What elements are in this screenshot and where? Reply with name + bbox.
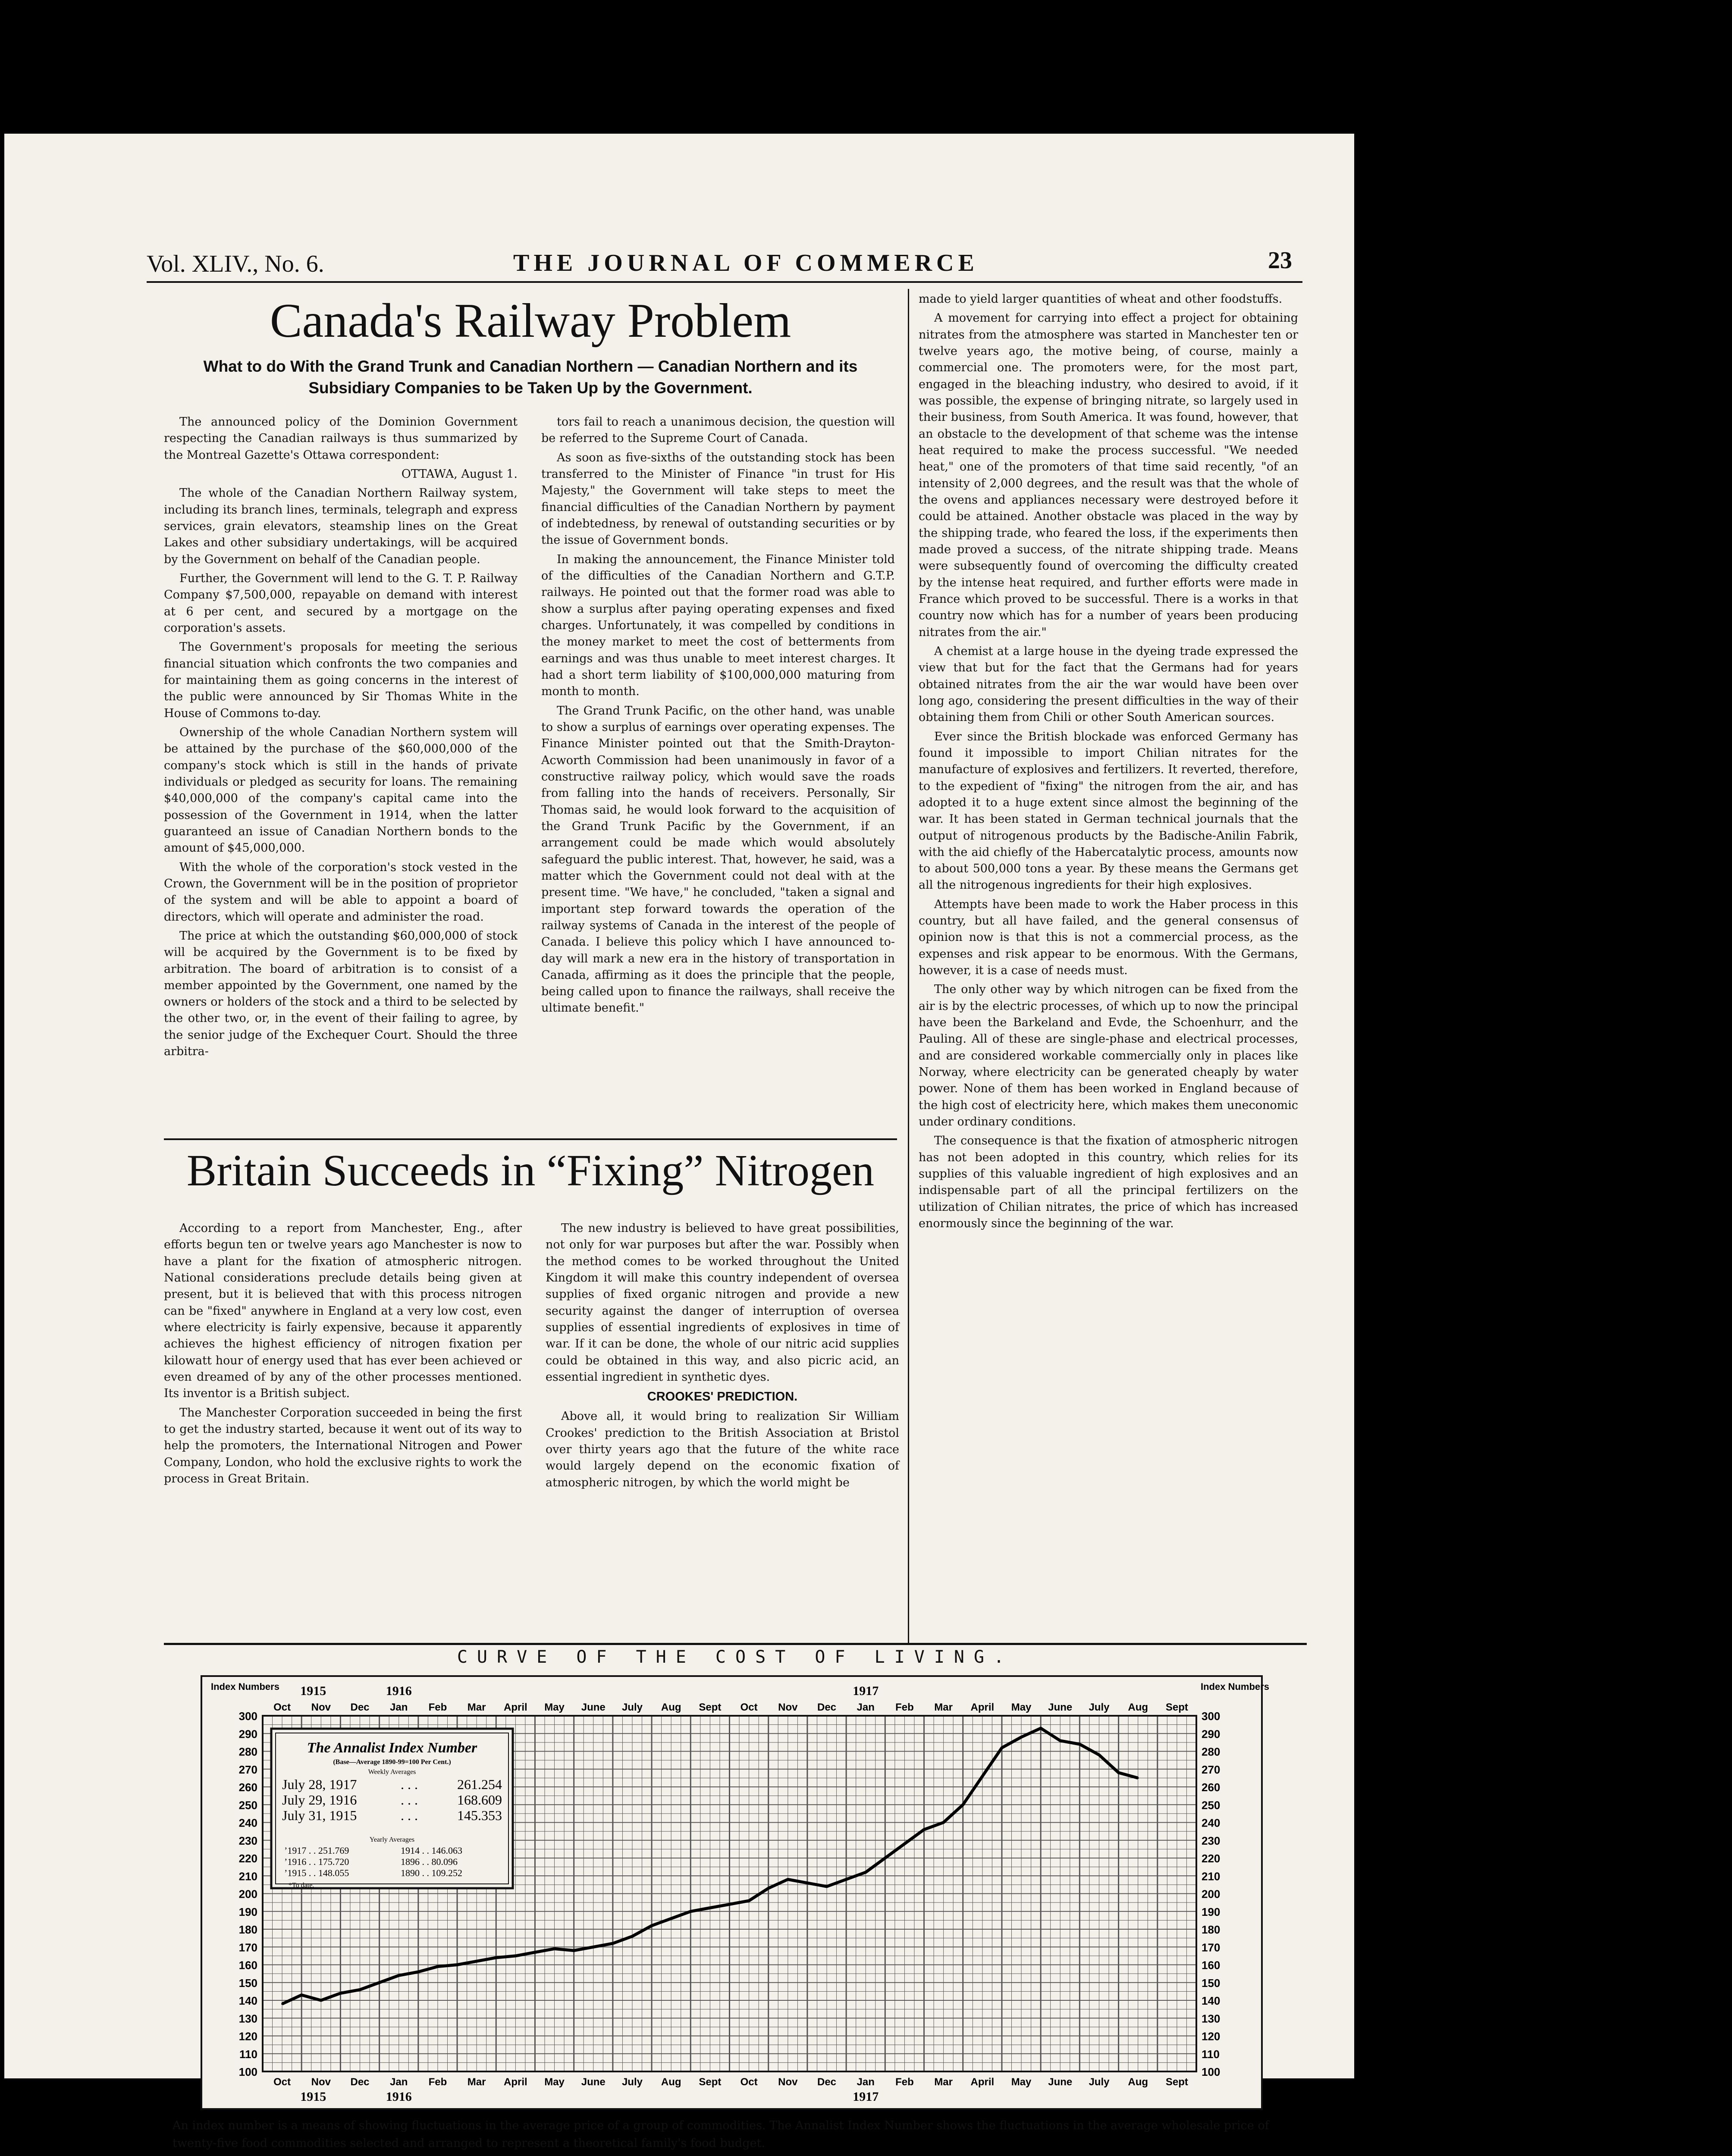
month-label-top: Oct bbox=[273, 1702, 291, 1713]
month-label-top: Mar bbox=[467, 1702, 486, 1713]
inset-weekly-value: 261.254 bbox=[457, 1777, 502, 1792]
y-tick-left: 280 bbox=[238, 1745, 257, 1758]
col3-para: The consequence is that the fixation of atmospheric nitrogen has not been adopted in this country, which relies for its supplies of this valuable ingredient of high explosives and an indispensable part of all the principal fertilizers on the utilization of Chilian nitrates, the price of which has increased enormously since the beginning of the war. bbox=[919, 1134, 1298, 1231]
data-point bbox=[884, 1857, 886, 1859]
month-label-bottom: May bbox=[1011, 2076, 1032, 2088]
y-tick-left: 120 bbox=[238, 2030, 257, 2043]
month-label-top: Sept bbox=[1165, 1702, 1188, 1713]
inset-weekly-value: 168.609 bbox=[457, 1792, 502, 1808]
data-point bbox=[651, 1925, 653, 1927]
data-point bbox=[943, 1822, 944, 1824]
data-point bbox=[612, 1943, 614, 1944]
article1-col1-para: The announced policy of the Dominion Government respecting the Canadian railways is thus summarized by the Montreal Gazette's Ottawa correspondent: bbox=[164, 415, 518, 462]
header-rule bbox=[147, 281, 1302, 283]
data-point bbox=[554, 1948, 555, 1949]
article2-column-1 bbox=[164, 1220, 522, 1490]
month-label-bottom: Feb bbox=[895, 2076, 914, 2088]
y-tick-right: 150 bbox=[1202, 1976, 1221, 1990]
col3-para: A movement for carrying into effect a project for obtaining nitrates from the atmosphere was started in Manchester ten or twelve years ago, the motive being, of course, mainly a commercial one. The promoters were, for the most part, engaged in the bleaching industry, who desired to avoid, if it was possible, the expense of bringing nitrate, so largely used in their business, from South America. It was found, however, that an obstacle to the development of that scheme was the intense heat required to make the process successful. "We needed heat," one of the promoters of that time said recently, "of an intensity of 2,000 degrees, and the result was that the whole of the ovens and appliances necessary were destroyed before it could be attained. Another obstacle was placed in the way by the shipping trade, who feared the loss, if the experiments then made proved a success, of the nitrate shipping trade. Means were subsequently found of overcoming the difficulty created by the intense heat required, and further efforts were made in France which proved to be successful. There is a works in that country now which has for a number of years been producing nitrates from the air." bbox=[919, 311, 1298, 639]
data-point bbox=[573, 1950, 575, 1952]
month-label-bottom: June bbox=[581, 2076, 606, 2088]
article1-col1-para: The price at which the outstanding $60,000,000 of stock will be acquired by the Government is to be fixed by arbitration. The board of arbitration is to consist of a member appointed by the Government, one named by the owners or holders of the stock and a third to be selected by the other two, or, in the event of their failing to agree, by the senior judge of the Exchequer Court. Should the three arbitra- bbox=[164, 929, 518, 1059]
data-point bbox=[865, 1871, 866, 1873]
y-tick-right: 140 bbox=[1202, 1994, 1221, 2007]
data-point bbox=[1059, 1740, 1061, 1742]
y-tick-right: 180 bbox=[1202, 1923, 1221, 1936]
month-label-bottom: Oct bbox=[740, 2076, 758, 2088]
y-tick-left: 250 bbox=[238, 1799, 257, 1812]
month-label-top: July bbox=[1089, 1702, 1110, 1713]
col3-para: made to yield larger quantities of wheat and other foodstuffs. bbox=[919, 292, 1283, 306]
page-number: 23 bbox=[1268, 247, 1292, 274]
data-point bbox=[631, 1936, 633, 1937]
article2-top-rule bbox=[164, 1138, 897, 1140]
article1-col2-para: In making the announcement, the Finance Minister told of the difficulties of the Canadian Northern and G.T.P. railways. He pointed out that the former road was able to show a surplus after paying operating expenses and fixed charges. Unfortunately, it was compelled by conditions in the money market to meet the cost of betterments from earnings and was thus unable to meet interest charges. It had a short term liability of $100,000,000 maturing from month to month. bbox=[541, 552, 895, 699]
inset-weekly-date: July 31, 1915 bbox=[282, 1808, 357, 1823]
data-point bbox=[1098, 1754, 1100, 1756]
y-tick-left: 100 bbox=[238, 2065, 257, 2078]
month-label-top: Nov bbox=[311, 1702, 331, 1713]
month-label-top: Feb bbox=[895, 1702, 914, 1713]
month-label-bottom: Dec bbox=[350, 2076, 370, 2088]
y-tick-right: 290 bbox=[1202, 1727, 1221, 1741]
data-point bbox=[320, 1999, 322, 2001]
y-tick-right: 200 bbox=[1202, 1887, 1221, 1901]
y-tick-left: 180 bbox=[238, 1923, 257, 1936]
data-point bbox=[787, 1879, 789, 1880]
month-label-top: Aug bbox=[661, 1702, 681, 1713]
month-label-top: Dec bbox=[817, 1702, 837, 1713]
data-point bbox=[962, 1804, 964, 1805]
data-point bbox=[534, 1952, 536, 1953]
data-point bbox=[495, 1957, 497, 1959]
article2-col2-para: The new industry is believed to have great possibilities, not only for war purposes but after the war. Possibly when the method comes to be worked throughout the United Kingdom it will make this country independent of oversea supplies of fixed organic nitrogen and provide a new security against the danger of interruption of oversea supplies of essential ingredients of explosives in time of war. If it can be done, the whole of our nitric acid supplies could be obtained in this way, and also picric acid, an essential ingredient in synthetic dyes. bbox=[546, 1222, 899, 1384]
month-label-top: Oct bbox=[740, 1702, 758, 1713]
y-tick-left: 200 bbox=[238, 1887, 257, 1901]
y-tick-right: 190 bbox=[1202, 1905, 1221, 1918]
article2-column-2 bbox=[546, 1220, 899, 1494]
month-label-bottom: Feb bbox=[428, 2076, 447, 2088]
newspaper-page bbox=[4, 134, 1354, 2150]
y-tick-left: 220 bbox=[238, 1852, 257, 1865]
article1-column-1 bbox=[164, 414, 518, 1062]
month-label-top: June bbox=[1048, 1702, 1073, 1713]
month-label-bottom: Oct bbox=[273, 2076, 291, 2088]
column-rule bbox=[908, 289, 909, 1643]
article1-col1-para: The whole of the Canadian Northern Railway system, including its branch lines, terminals, telegraph and express services, grain elevators, steamship lines on the Great Lakes and other subsidiary undertakings, will be acquired by the Government on behalf of the Canadian people. bbox=[164, 486, 518, 566]
journal-title: THE JOURNAL OF COMMERCE bbox=[513, 250, 979, 276]
month-label-bottom: July bbox=[1089, 2076, 1110, 2088]
y-tick-right: 210 bbox=[1202, 1870, 1221, 1883]
month-label-bottom: April bbox=[970, 2076, 995, 2088]
chart-top-rule bbox=[164, 1643, 1307, 1645]
article2-headline: Britain Succeeds in “Fixing” Nitrogen bbox=[186, 1146, 875, 1195]
crookes-subhead: CROOKES' PREDICTION. bbox=[647, 1390, 798, 1404]
year-label-bottom: 1915 bbox=[300, 2090, 326, 2104]
col3-para: Ever since the British blockade was enforced Germany has found it impossible to import Chilian nitrates for the manufacture of explosives and fertilizers. It reverted, therefore, to the expedient of "fixing" the nitrogen from the air, and has adopted it to a huge extent since almost the beginning of the war. It has been stated in German technical journals that the output of nitrogenous products by the Badische-Anilin Fabrik, with the aid chiefly of the Habercatalytic process, amounts now to about 500,000 tons a year. By these means the Germans get all the nitrogenous ingredients for their high explosives. bbox=[919, 730, 1298, 892]
y-tick-right: 160 bbox=[1202, 1959, 1221, 1972]
month-label-bottom: Jan bbox=[857, 2076, 875, 2088]
month-label-bottom: April bbox=[504, 2076, 527, 2088]
y-tick-right: 130 bbox=[1202, 2012, 1221, 2025]
inset-yearly-year: ’1917 . . 251.769 bbox=[284, 1845, 349, 1856]
y-tick-right: 270 bbox=[1202, 1763, 1221, 1776]
y-tick-left: 300 bbox=[238, 1710, 257, 1723]
col3-para: The only other way by which nitrogen can be fixed from the air is by the electric processes, of which up to now the principal have been the Barkeland and Evde, the Schoenhurr, and the Pauling. All of these are single-phase and electrical processes, and are considered workable commercially only in places like Norway, where electricity can be generated cheaply by water power. None of them has been worked in England because of the high cost of electricity here, which makes them uneconomic under ordinary conditions. bbox=[919, 983, 1298, 1129]
month-label-bottom: June bbox=[1048, 2076, 1073, 2088]
y-axis-label-right: Index Numbers bbox=[1201, 1681, 1269, 1692]
col3-para: Attempts have been made to work the Haber process in this country, but all have failed, and the general consensus of opinion now is that this is not a commercial process, as the expenses and risk appear to be enormous. With the Germans, however, it is a case of needs must. bbox=[919, 897, 1298, 978]
year-label-bottom: 1916 bbox=[386, 2090, 412, 2104]
inset-yearly-year: ’1916 . . 175.720 bbox=[284, 1856, 349, 1867]
data-point bbox=[417, 1971, 419, 1973]
article1-column-2 bbox=[541, 414, 895, 1019]
data-point bbox=[1001, 1747, 1003, 1749]
inset-weekly-date: July 29, 1916 bbox=[282, 1792, 357, 1808]
year-label-bottom: 1917 bbox=[853, 2090, 879, 2104]
data-point bbox=[729, 1903, 731, 1905]
month-label-bottom: Dec bbox=[817, 2076, 837, 2088]
y-tick-left: 190 bbox=[238, 1905, 257, 1918]
y-tick-right: 300 bbox=[1202, 1710, 1221, 1723]
data-point bbox=[379, 1982, 380, 1984]
y-tick-right: 280 bbox=[1202, 1745, 1221, 1758]
article1-deck: What to do With the Grand Trunk and Canadian Northern — Canadian Northern and its Subsidiary Companies to be Taken Up by the Government. bbox=[203, 357, 858, 397]
data-point bbox=[593, 1946, 594, 1948]
month-label-top: Feb bbox=[428, 1702, 447, 1713]
y-axis-label-left: Index Numbers bbox=[211, 1681, 279, 1692]
month-label-bottom: Mar bbox=[934, 2076, 953, 2088]
month-label-top: Jan bbox=[857, 1702, 875, 1713]
data-point bbox=[1137, 1777, 1139, 1779]
article2-col1-para: The Manchester Corporation succeeded in being the first to get the industry started, because it went out of its way to help the promoters, the International Nitrogen and Power Company, London, who hold the exclusive rights to work the process in Great Britain. bbox=[164, 1406, 522, 1485]
y-tick-right: 170 bbox=[1202, 1941, 1221, 1954]
month-label-bottom: Aug bbox=[661, 2076, 681, 2088]
data-point bbox=[301, 1994, 302, 1996]
y-tick-left: 130 bbox=[238, 2012, 257, 2025]
data-point bbox=[904, 1843, 905, 1845]
data-point bbox=[845, 1879, 847, 1880]
inset-yearly-year: ’1915 . . 148.055 bbox=[284, 1868, 349, 1878]
data-point bbox=[748, 1900, 750, 1902]
article1-col1-para: Further, the Government will lend to the G. T. P. Railway Company $7,500,000, repayable on demand with interest at 6 per cent, and secured by a mortgage on the corporation's assets. bbox=[164, 571, 518, 635]
y-tick-left: 260 bbox=[238, 1781, 257, 1794]
inset-footnote: *To date. bbox=[289, 1882, 314, 1889]
data-point bbox=[456, 1964, 458, 1966]
month-label-bottom: Nov bbox=[311, 2076, 331, 2088]
inset-yearly-year2: 1914 . . 146.063 bbox=[401, 1845, 462, 1856]
month-label-bottom: Nov bbox=[778, 2076, 798, 2088]
month-label-bottom: Mar bbox=[467, 2076, 486, 2088]
data-point bbox=[437, 1966, 439, 1968]
y-tick-left: 210 bbox=[238, 1870, 257, 1883]
month-label-bottom: Sept bbox=[1165, 2076, 1188, 2088]
data-point bbox=[339, 1993, 341, 1994]
data-point bbox=[281, 2003, 283, 2005]
nitrogen-continued-column bbox=[919, 291, 1298, 1235]
y-tick-right: 260 bbox=[1202, 1781, 1221, 1794]
y-tick-left: 110 bbox=[239, 2047, 257, 2061]
data-point bbox=[398, 1974, 400, 1976]
month-label-top: Sept bbox=[699, 1702, 722, 1713]
article1-col1-para: With the whole of the corporation's stock vested in the Crown, the Government will be in the position of proprietor of the system and will be able to appoint a board of directors, which will operate and administer the road. bbox=[164, 860, 518, 924]
data-point bbox=[768, 1887, 769, 1889]
y-tick-right: 250 bbox=[1202, 1799, 1221, 1812]
data-point bbox=[359, 1989, 361, 1990]
cost-of-living-chart bbox=[201, 1675, 1269, 2110]
month-label-top: May bbox=[544, 1702, 565, 1713]
month-label-top: Jan bbox=[390, 1702, 408, 1713]
month-label-top: Dec bbox=[350, 1702, 370, 1713]
month-label-top: Nov bbox=[778, 1702, 798, 1713]
y-tick-left: 140 bbox=[238, 1994, 257, 2007]
inset-weekly-dots: . . . bbox=[401, 1808, 418, 1823]
y-tick-left: 230 bbox=[238, 1834, 257, 1847]
article2-col1-para: According to a report from Manchester, Eng., after efforts begun ten or twelve years ago Manchester is now to have a plant for the fixation of atmospheric nitrogen. National considerations preclude details being given at present, but it is believed that with this process nitrogen can be "fixed" anywhere in England at a very low cost, even where electricity is fairly expensive, because it apparently achieves the highest efficiency of nitrogen fixation per kilowatt hour of energy used that has ever been achieved or even dreamed of by any of the other processes mentioned. Its inventor is a British subject. bbox=[164, 1222, 522, 1401]
data-point bbox=[670, 1918, 672, 1919]
inset-yearly-year2: 1890 . . 109.252 bbox=[401, 1868, 462, 1878]
month-label-bottom: Sept bbox=[699, 2076, 722, 2088]
y-tick-left: 240 bbox=[238, 1816, 257, 1830]
y-tick-right: 120 bbox=[1202, 2030, 1221, 2043]
month-label-top: April bbox=[504, 1702, 527, 1713]
dateline: OTTAWA, August 1. bbox=[401, 467, 518, 481]
month-label-top: May bbox=[1011, 1702, 1032, 1713]
volume-label: Vol. XLIV., No. 6. bbox=[147, 251, 324, 277]
year-label-top: 1915 bbox=[300, 1684, 326, 1698]
data-point bbox=[515, 1955, 516, 1957]
y-tick-right: 110 bbox=[1202, 2047, 1220, 2061]
article1-col2-para: As soon as five-sixths of the outstanding stock has been transferred to the Minister of Finance "in trust for His Majesty," the Government will take steps to meet the financial difficulties of the Canadian Northern by payment of indebtedness, by renewal of outstanding securities or by the issue of Government bonds. bbox=[541, 451, 895, 547]
year-label-top: 1916 bbox=[386, 1684, 412, 1698]
inset-title: The Annalist Index Number bbox=[307, 1740, 477, 1756]
article1-col1-para: Ownership of the whole Canadian Northern system will be attained by the purchase of the $60,000,000 of the company's stock which is still in the hands of private individuals or pledged as security for loans. The remaining $40,000,000 of the company's capital came into the possession of the Government in 1914, when the latter guaranteed an issue of Canadian Northern bonds to the amount of $45,000,000. bbox=[164, 725, 518, 855]
article1-col1-para: The Government's proposals for meeting the serious financial situation which confronts the two companies and for maintaining them as going concerns in the interest of the public were announced by Sir Thomas White in the House of Commons to-day. bbox=[164, 640, 518, 720]
month-label-top: July bbox=[621, 1702, 643, 1713]
article1-col2-para: tors fail to reach a unanimous decision, the question will be referred to the Supreme Court of Canada. bbox=[541, 415, 895, 445]
inset-subtitle: (Base—Average 1890-99=100 Per Cent.) bbox=[333, 1758, 451, 1766]
data-point bbox=[923, 1829, 925, 1830]
inset-weekly-date: July 28, 1917 bbox=[282, 1777, 357, 1792]
article1-col2-para: The Grand Trunk Pacific, on the other hand, was unable to show a surplus of earnings over operating expenses. The Finance Minister pointed out that the Smith-Drayton-Acworth Commission had been unanimously in favor of a constructive railway policy, which would save the roads from falling into the hands of receivers. Personally, Sir Thomas said, he would look forward to the acquisition of the Grand Trunk Pacific by the Government, if an arrangement could be made which would absolutely safeguard the public interest. That, however, he said, was a matter which the Government could not deal with at the present time. "We have," he concluded, "taken a signal and important step forward towards the operation of the railway systems of Canada in the interest of the people of Canada. I believe this policy which I have announced to-day will mark a new era in the history of transportation in Canada, affirming as it does the principle that the people, being called upon to finance the railways, shall receive the ultimate benefit." bbox=[541, 704, 895, 1015]
data-point bbox=[476, 1960, 477, 1962]
inset-weekly-dots: . . . bbox=[401, 1777, 418, 1792]
year-label-top: 1917 bbox=[853, 1684, 879, 1698]
data-point bbox=[806, 1882, 808, 1884]
y-tick-right: 220 bbox=[1202, 1852, 1221, 1865]
chart-svg bbox=[202, 1677, 1269, 2108]
chart-caption: An index number is a means of showing fluctuations in the average price of a group of commodities. The Annalist Index Number shows the fluctuations in the average wholesale price of twenty-five food commodities selected and arranged to represent a theoretical family's food budget. bbox=[173, 2119, 1269, 2150]
col3-para: A chemist at a large house in the dyeing trade expressed the view that but for the fact that the Germans had for years obtained nitrates from the air the war would have been over long ago, considering the present difficulties in the way of their obtaining them from Chili or other South American sources. bbox=[919, 644, 1298, 724]
data-point bbox=[709, 1907, 711, 1909]
article2-col2-para: Above all, it would bring to realization Sir William Crookes' prediction to the British Association at Bristol over thirty years ago that the future of the white race would largely depend on the economic fixation of atmospheric nitrogen, by which the world might be bbox=[546, 1410, 899, 1489]
inset-weekly-value: 145.353 bbox=[457, 1808, 502, 1823]
month-label-top: Mar bbox=[934, 1702, 953, 1713]
month-label-bottom: May bbox=[544, 2076, 565, 2088]
y-tick-left: 290 bbox=[238, 1727, 257, 1741]
inset-weekly-dots: . . . bbox=[401, 1792, 418, 1808]
data-point bbox=[1020, 1736, 1022, 1738]
inset-yearly-label: Yearly Averages bbox=[369, 1836, 415, 1843]
y-tick-left: 160 bbox=[238, 1959, 257, 1972]
inset-weekly-label: Weekly Averages bbox=[368, 1768, 416, 1776]
y-tick-right: 230 bbox=[1202, 1834, 1221, 1847]
y-tick-left: 150 bbox=[238, 1976, 257, 1990]
data-point bbox=[1118, 1772, 1120, 1774]
article1-headline: Canada's Railway Problem bbox=[270, 294, 791, 348]
y-tick-left: 270 bbox=[238, 1763, 257, 1776]
inset-yearly-year2: 1896 . . 80.096 bbox=[401, 1856, 458, 1867]
data-point bbox=[826, 1886, 828, 1887]
y-tick-right: 240 bbox=[1202, 1816, 1221, 1830]
data-point bbox=[1079, 1743, 1080, 1745]
month-label-top: June bbox=[581, 1702, 606, 1713]
month-label-bottom: Aug bbox=[1128, 2076, 1148, 2088]
month-label-top: Aug bbox=[1128, 1702, 1148, 1713]
y-tick-left: 170 bbox=[238, 1941, 257, 1954]
data-point bbox=[1040, 1727, 1042, 1729]
data-point bbox=[982, 1775, 983, 1777]
month-label-top: April bbox=[970, 1702, 995, 1713]
month-label-bottom: July bbox=[621, 2076, 643, 2088]
month-label-bottom: Jan bbox=[390, 2076, 408, 2088]
y-tick-right: 100 bbox=[1202, 2065, 1221, 2078]
chart-title: CURVE OF THE COST OF LIVING. bbox=[457, 1647, 1014, 1667]
data-point bbox=[690, 1911, 691, 1912]
